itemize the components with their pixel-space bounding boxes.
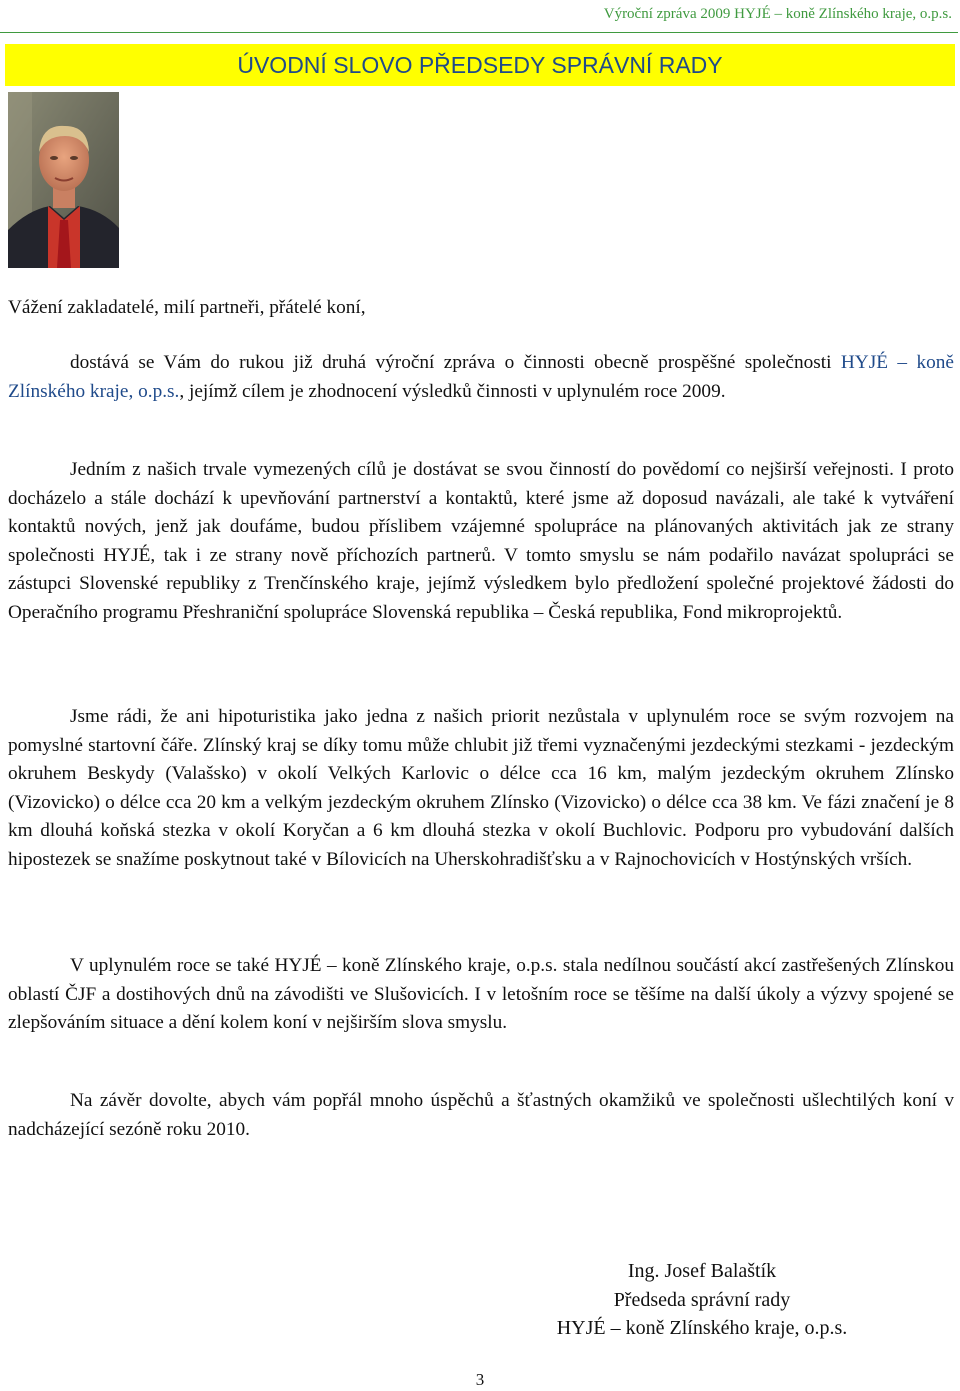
page-title: ÚVODNÍ SLOVO PŘEDSEDY SPRÁVNÍ RADY bbox=[237, 51, 723, 78]
intro-paragraph: dostává se Vám do rukou již druhá výroční zpráva o činnosti obecně prospěšné společnosti HYJÉ – koně Zlínského kraje, o.p.s., jejímž cílem je zhodnocení výsledků činnosti v uplynulém roce 2009. bbox=[8, 352, 954, 402]
running-header: Výroční zpráva 2009 HYJÉ – koně Zlínského kraje, o.p.s. bbox=[603, 6, 952, 22]
signature-role: Předseda správní rady bbox=[613, 1288, 791, 1311]
hippotourism-paragraph: Jsme rádi, že ani hipoturistika jako jedna z našich priorit nezůstala v uplynulém roce se svým rozvojem na pomyslné startovní čáře. Zlínský kraj se díky tomu může chlubit již třemi vyznačenými jezdeckými stezkami - jezdeckým okruhem Beskydy (Valašsko) v okolí Velkých Karlovic o délce cca 16 km, malým jezdeckým okruhem Zlínsko (Vizovicko) o délce cca 20 km a velkým jezdeckým okruhem Zlínsko (Vizovicko) o délce cca 38 km. Ve fázi značení je 8 km dlouhá koňská stezka v okolí Koryčan a 6 km dlouhá stezka v okolí Buchlovic. Podporu pro vybudování dalších hipostezek se snažíme poskytnout také v Bílovicích na Uherskohradišťsku a v Rajnochovicích v Hostýnských vrších. bbox=[8, 706, 954, 870]
organization-name-highlight: HYJÉ – koně Zlínského kraje, o.p.s. bbox=[8, 352, 954, 402]
page-number: 3 bbox=[475, 1370, 485, 1389]
portrait-photo-image bbox=[8, 92, 119, 268]
title-banner bbox=[5, 44, 955, 86]
events-paragraph: V uplynulém roce se také HYJÉ – koně Zlínského kraje, o.p.s. stala nedílnou součástí akcí zastřešených Zlínskou oblastí ČJF a dostihových dnů na závodišti ve Slušovicích. I v letošním roce se těšíme na další úkoly a výzvy spojené se zlepšováním situace a dění kolem koní v nejširším slova smyslu. bbox=[8, 955, 954, 1033]
chairman-portrait bbox=[8, 92, 119, 268]
publicity-paragraph: Jedním z našich trvale vymezených cílů je dostávat se svou činností do povědomí co nejširší veřejnosti. I proto docházelo a stále dochází k upevňování partnerství a kontaktů, které jsme až doposud navázali, ale také k vytváření kontaktů nových, jenž jak doufáme, budou příslibem vzájemné spolupráce na plánovaných aktivitách jak ze strany společnosti HYJÉ, tak i ze strany nově příchozích partnerů. V tomto smyslu se nám podařilo navázat spolupráci se zástupci Slovenské republiky z Trenčínského kraje, jejímž výsledkem bylo předložení společné projektové žádosti do Operačního programu Přeshraniční spolupráce Slovenská republika – Česká republika, Fond mikroprojektů. bbox=[8, 459, 954, 623]
signature-block bbox=[480, 1257, 924, 1343]
signature-organization: HYJÉ – koně Zlínského kraje, o.p.s. bbox=[556, 1317, 848, 1339]
closing-paragraph: Na závěr dovolte, abych vám popřál mnoho úspěchů a šťastných okamžiků ve společnosti ušlechtilých koní v nadcházející sezóně roku 2010. bbox=[8, 1090, 954, 1140]
signature-name: Ing. Josef Balaštík bbox=[627, 1260, 777, 1282]
greeting: Vážení zakladatelé, milí partneři, přátelé koní, bbox=[8, 297, 366, 318]
header-divider bbox=[0, 32, 958, 33]
